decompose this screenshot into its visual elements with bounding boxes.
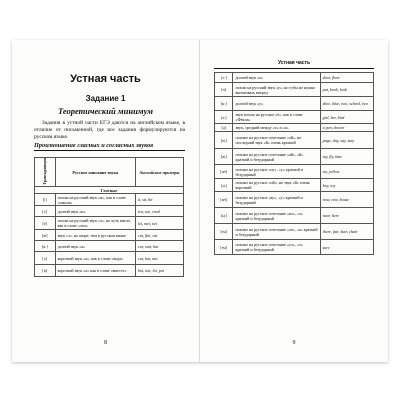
phonetic-symbol: [əʊ] (215, 165, 233, 179)
table-row (35, 265, 184, 277)
english-examples: there, fair, hair, chair (320, 224, 373, 240)
table-row (215, 97, 374, 111)
sound-description: звук, средний между «э» и «а» (233, 124, 320, 132)
english-examples: girl, her, bird (320, 111, 373, 124)
sound-description: короткий звук «о» как в слове «вместе» (55, 265, 135, 277)
english-examples: put, book, look (320, 83, 373, 97)
sound-description: похоже на русское сочетание «эа», «а» краткий и безударный (233, 224, 320, 240)
table-row (35, 194, 184, 206)
english-examples: near, here (320, 208, 373, 224)
sound-description: долгий звук «о» (233, 73, 320, 83)
group-row (35, 187, 184, 194)
phonetic-symbol: [ɜ:] (215, 111, 233, 124)
table-header-row (35, 158, 184, 187)
english-examples: my, fly, time (320, 149, 373, 165)
phonetic-symbol: [æ] (35, 230, 56, 241)
sound-description: похож на русский звук «и», как в слове «школа» (55, 194, 135, 206)
sound-description: похоже на русское сочетание «ай», «й» краткий и безударный (233, 149, 320, 165)
phonetics-table-left (34, 157, 184, 277)
sound-description: похоже на русское «ау», «у» краткий и безударный (233, 192, 320, 208)
phonetic-symbol: [eɪ] (215, 132, 233, 149)
intro-paragraph: Задания в устной части ЕГЭ даются на английском языке, в отличие от письменной, где все задания формулируются на русском языке. (34, 120, 185, 140)
sound-description: долгий звук «а» (55, 241, 135, 252)
sound-description: похоже на русское «ой», но звук «й» очень короткий (233, 179, 320, 192)
header-examples: Английские примеры (135, 158, 183, 187)
english-examples: shoe, blue, two, school, two (320, 97, 373, 111)
sound-description: звук «э», но шире, чем в русском языке (55, 230, 135, 241)
sound-description: звук похож на русское «ё», как в слове «Фёкла» (233, 111, 320, 124)
table-row (215, 83, 374, 97)
phonetic-symbol: [ʌ] (35, 252, 56, 265)
table-row (35, 217, 184, 230)
section-title: Устная часть (70, 73, 141, 85)
running-header: Устная часть (214, 60, 374, 69)
table-row (215, 240, 374, 255)
table-row (215, 132, 374, 149)
english-examples: hot, not, lot, pot (135, 265, 183, 277)
header-description: Русское описание звука (55, 158, 135, 187)
header-transcription: Транскрипция (35, 158, 56, 187)
table-row (35, 241, 184, 252)
english-examples: tea, see, read (135, 206, 183, 217)
table-row (215, 179, 374, 192)
left-page (12, 40, 200, 362)
table-row (215, 192, 374, 208)
task-title: Задание 1 (85, 94, 126, 103)
english-examples: cat, flat, rat (135, 230, 183, 241)
table-row (35, 230, 184, 241)
table-row (35, 252, 184, 265)
phonetic-symbol: [ɒ] (35, 265, 56, 277)
subheading: Произношение гласных и согласных звуков (34, 142, 185, 151)
sound-description: долгий звук «и» (55, 206, 135, 217)
english-examples: now, cow, house (320, 192, 373, 208)
phonetic-symbol: [u:] (215, 97, 233, 111)
sound-description: короткий звук «а», как в слове «вода» (55, 252, 135, 265)
english-examples: car, star, bar (135, 241, 183, 252)
book-spread (12, 40, 388, 362)
phonetic-symbol: [aɪ] (215, 149, 233, 165)
sound-description: похоже на русское сочетание «иэ», «э» краткий и безударный (233, 208, 320, 224)
page-number: 8 (104, 340, 107, 346)
phonetic-symbol: [eə] (215, 224, 233, 240)
english-examples: let, met, net (135, 217, 183, 230)
phonetic-symbol: [ʊ] (215, 83, 233, 97)
phonetics-table-right (214, 72, 374, 255)
sound-description: похож на русский звук «у», но губы не нужно вытягивать вперед (233, 83, 320, 97)
english-examples: a pen, doctor (320, 124, 373, 132)
english-examples: page, day, say, stay (320, 132, 373, 149)
phonetic-symbol: [i:] (35, 206, 56, 217)
phonetic-symbol: [ɑ:] (35, 241, 56, 252)
phonetic-symbol: [ə] (215, 124, 233, 132)
sound-description: похоже на русское «оу», «у» краткий и безударный (233, 165, 320, 179)
english-examples: sure (320, 240, 373, 255)
table-row (215, 124, 374, 132)
sound-description: похож на русский звук «э», но чуть мягче, как в слове «эти» (55, 217, 135, 230)
phonetic-symbol: [i] (35, 194, 56, 206)
group-label: Гласные (35, 187, 184, 194)
english-examples: boy, toy (320, 179, 373, 192)
english-examples: cut, but, nut (135, 252, 183, 265)
phonetic-symbol: [ɪə] (215, 208, 233, 224)
phonetic-symbol: [e] (35, 217, 56, 230)
sound-description: похоже на русское сочетание «уэ», «э» краткий и безударный (233, 240, 320, 255)
table-row (35, 206, 184, 217)
table-row (215, 208, 374, 224)
english-examples: it, sit, bit (135, 194, 183, 206)
page-number: 9 (292, 340, 296, 346)
table-row (215, 111, 374, 124)
sound-description: долгий звук «у» (233, 97, 320, 111)
english-examples: no, yellow (320, 165, 373, 179)
right-page (200, 40, 388, 362)
phonetic-symbol: [ɔɪ] (215, 179, 233, 192)
phonetic-symbol: [aʊ] (215, 192, 233, 208)
table-row (215, 224, 374, 240)
english-examples: door, floor (320, 73, 373, 83)
table-row (215, 165, 374, 179)
table-row (215, 73, 374, 83)
table-row (215, 149, 374, 165)
phonetic-symbol: [ɔ:] (215, 73, 233, 83)
theory-title: Теоретический минимум (57, 106, 154, 116)
sound-description: похоже на русское сочетание «эй», но последний звук «й» очень краткий (233, 132, 320, 149)
phonetic-symbol: [ʊə] (215, 240, 233, 255)
